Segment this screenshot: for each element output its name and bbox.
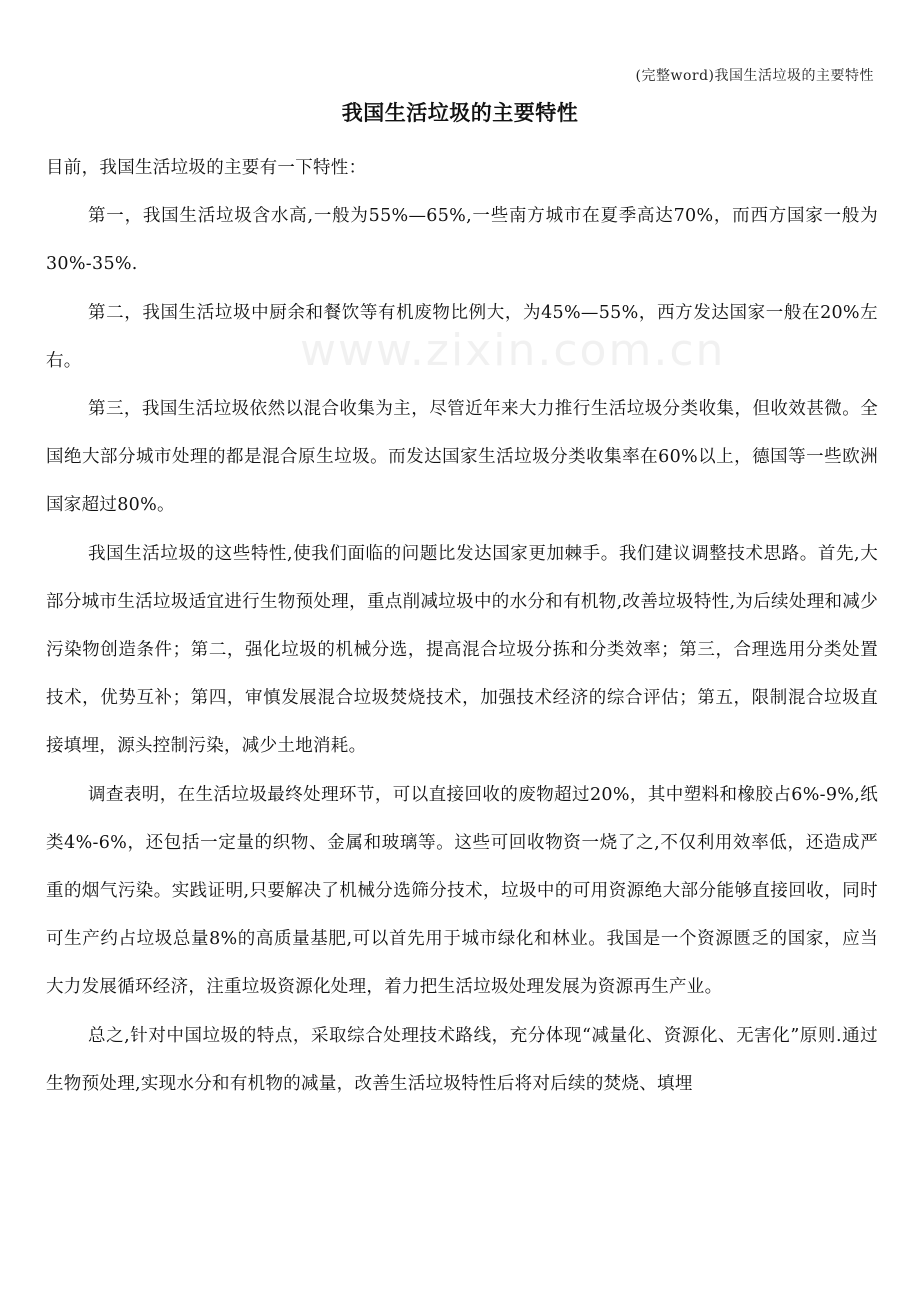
document-title: 我国生活垃圾的主要特性 [341, 101, 579, 125]
paragraph-6: 总之,针对中国垃圾的特点，采取综合处理技术路线，充分体现“减量化、资源化、无害化”原则.通过生物预处理,实现水分和有机物的减量，改善生活垃圾特性后将对后续的焚烧、填埋 [46, 1025, 878, 1094]
running-header: (完整word)我国生活垃圾的主要特性 [635, 68, 874, 84]
paragraph-1: 第一，我国生活垃圾含水高,一般为55%—65%,一些南方城市在夏季高达70%，而西方国家一般为30%-35%. [46, 206, 878, 275]
paragraph-2: 第二，我国生活垃圾中厨余和餐饮等有机废物比例大，为45%—55%，西方发达国家一般在20%左右。 [46, 302, 878, 371]
paragraph-4: 我国生活垃圾的这些特性,使我们面临的问题比发达国家更加棘手。我们建议调整技术思路。首先,大部分城市生活垃圾适宜进行生物预处理，重点削减垃圾中的水分和有机物,改善垃圾特性,为后续处理和减少污染物创造条件；第二，强化垃圾的机械分选，提高混合垃圾分拣和分类效率；第三，合理选用分类处置技术，优势互补；第四，审慎发展混合垃圾焚烧技术，加强技术经济的综合评估；第五，限制混合垃圾直接填埋，源头控制污染，减少土地消耗。 [46, 543, 878, 757]
watermark: www.zixin.com.cn [300, 325, 726, 376]
paragraph-3: 第三，我国生活垃圾依然以混合收集为主，尽管近年来大力推行生活垃圾分类收集，但收效甚微。全国绝大部分城市处理的都是混合原生垃圾。而发达国家生活垃圾分类收集率在60%以上，德国等一些欧洲国家超过80%。 [46, 399, 878, 516]
paragraph-5: 调查表明，在生活垃圾最终处理环节，可以直接回收的废物超过20%，其中塑料和橡胶占6%-9%,纸类4%-6%，还包括一定量的织物、金属和玻璃等。这些可回收物资一烧了之,不仅利用效率低，还造成严重的烟气污染。实践证明,只要解决了机械分选筛分技术，垃圾中的可用资源绝大部分能够直接回收，同时可生产约占垃圾总量8%的高质量基肥,可以首先用于城市绿化和林业。我国是一个资源匮乏的国家，应当大力发展循环经济，注重垃圾资源化处理，着力把生活垃圾处理发展为资源再生产业。 [46, 784, 878, 998]
intro-paragraph: 目前，我国生活垃圾的主要有一下特性： [46, 158, 367, 178]
document-body [46, 144, 878, 1108]
